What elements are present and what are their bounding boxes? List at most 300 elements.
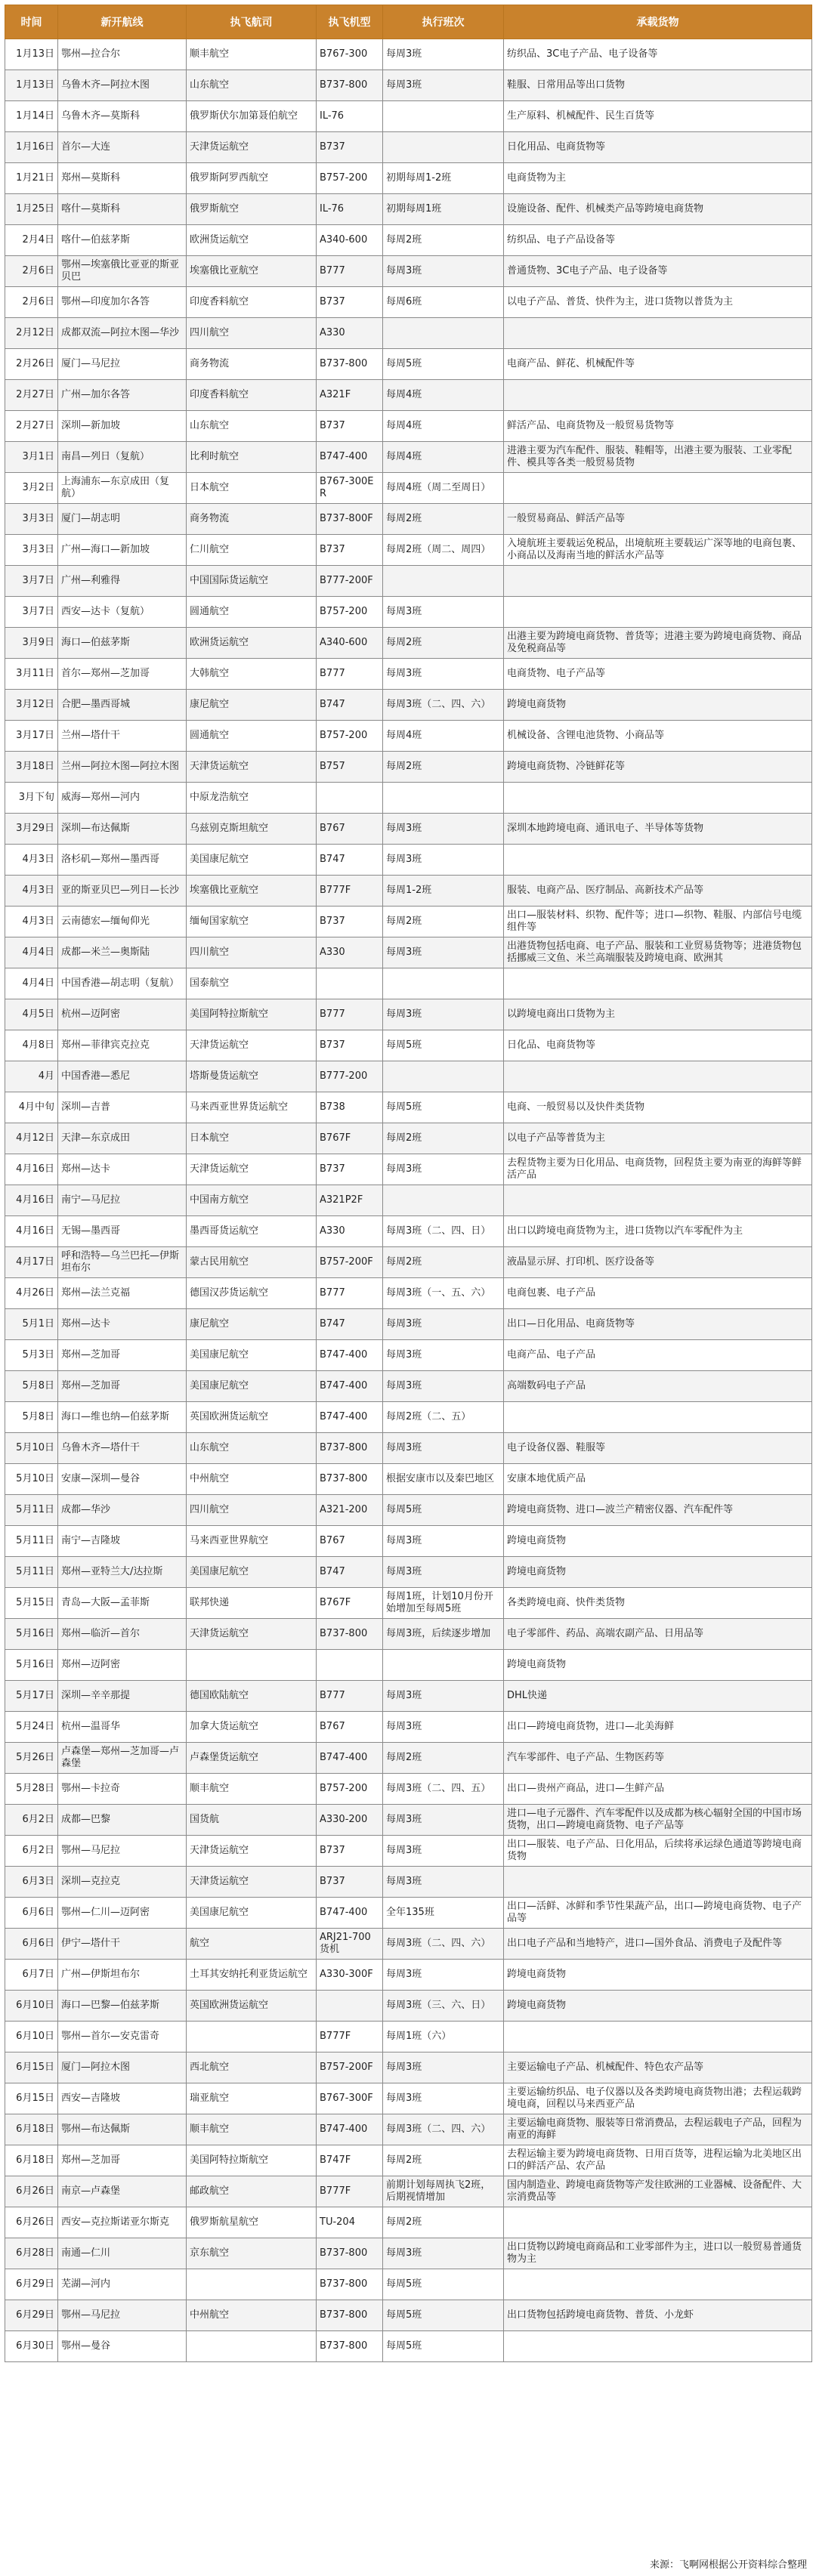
cell-date: 1月16日 [5, 132, 58, 163]
cell-date: 1月13日 [5, 39, 58, 70]
cell-aircraft [317, 968, 383, 999]
table-row [5, 2052, 812, 2083]
cell-aircraft: A330 [317, 937, 383, 968]
cell-airline: 欧洲货运航空 [187, 628, 317, 659]
cell-aircraft: B747-400 [317, 1898, 383, 1929]
cell-date: 3月7日 [5, 566, 58, 597]
cell-aircraft: B747-400 [317, 1402, 383, 1433]
cell-aircraft: B767 [317, 1526, 383, 1557]
cell-frequency: 每周2班 [383, 2145, 504, 2176]
cell-route: 广州—海口—新加坡 [58, 535, 187, 566]
cell-route: 鄂州—曼谷 [58, 2331, 187, 2362]
cell-route: 鄂州—印度加尔各答 [58, 287, 187, 318]
cell-frequency: 每周3班 [383, 1557, 504, 1588]
cell-airline: 日本航空 [187, 473, 317, 504]
cell-cargo [504, 2022, 812, 2052]
header-cargo: 承载货物 [504, 5, 812, 39]
cell-airline: 美国阿特拉斯航空 [187, 2145, 317, 2176]
header-row [5, 5, 812, 39]
table-row [5, 659, 812, 690]
table-row [5, 194, 812, 225]
table-row [5, 1154, 812, 1185]
cell-frequency: 每周2班（周二、周四） [383, 535, 504, 566]
cell-cargo: 生产原料、机械配件、民生百货等 [504, 101, 812, 132]
cell-aircraft: B767F [317, 1123, 383, 1154]
cell-cargo: 跨境电商货物 [504, 1991, 812, 2022]
cell-cargo: 机械设备、含锂电池货物、小商品等 [504, 721, 812, 752]
cell-frequency [383, 968, 504, 999]
cell-cargo: 出口—跨境电商货物，进口—北美海鲜 [504, 1712, 812, 1743]
cell-airline: 欧洲货运航空 [187, 225, 317, 256]
cell-airline: 美国康尼航空 [187, 845, 317, 876]
cell-route: 杭州—温哥华 [58, 1712, 187, 1743]
cell-airline: 英国欧洲货运航空 [187, 1402, 317, 1433]
cell-airline: 美国康尼航空 [187, 1898, 317, 1929]
table-row [5, 39, 812, 70]
cell-frequency: 初期每周1-2班 [383, 163, 504, 194]
cell-date: 6月3日 [5, 1867, 58, 1898]
cell-aircraft: A330-200 [317, 1805, 383, 1836]
table-row [5, 2083, 812, 2114]
cell-airline: 马来西亚世界航空 [187, 1526, 317, 1557]
cell-frequency: 每周3班 [383, 2052, 504, 2083]
cell-cargo: 电商货物、电子产品等 [504, 659, 812, 690]
cell-airline: 天津货运航空 [187, 1836, 317, 1867]
cell-date: 5月1日 [5, 1309, 58, 1340]
cell-airline: 康尼航空 [187, 1309, 317, 1340]
cell-airline: 天津货运航空 [187, 1867, 317, 1898]
cell-cargo: DHL快递 [504, 1681, 812, 1712]
cell-date: 3月2日 [5, 473, 58, 504]
table-header [5, 5, 812, 39]
cell-frequency: 每周2班 [383, 225, 504, 256]
cell-route: 成都—米兰—奥斯陆 [58, 937, 187, 968]
cell-airline: 瑞亚航空 [187, 2083, 317, 2114]
cell-frequency: 每周1-2班 [383, 876, 504, 907]
table-row [5, 535, 812, 566]
cell-date: 3月下旬 [5, 783, 58, 814]
cell-airline: 俄罗斯航星航空 [187, 2207, 317, 2238]
cell-frequency: 每周2班 [383, 752, 504, 783]
cell-date: 5月17日 [5, 1681, 58, 1712]
table-row [5, 2300, 812, 2331]
cell-frequency [383, 101, 504, 132]
cell-aircraft: TU-204 [317, 2207, 383, 2238]
cell-airline: 中州航空 [187, 1464, 317, 1495]
cell-frequency: 每周3班 [383, 256, 504, 287]
cell-airline: 土耳其安纳托利亚货运航空 [187, 1960, 317, 1991]
cell-airline: 中国国际货运航空 [187, 566, 317, 597]
cell-aircraft: ARJ21-700货机 [317, 1929, 383, 1960]
cell-route: 广州—利雅得 [58, 566, 187, 597]
cell-route: 南通—仁川 [58, 2238, 187, 2269]
cell-route: 郑州—芝加哥 [58, 1340, 187, 1371]
cell-route: 鄂州—卡拉奇 [58, 1774, 187, 1805]
cell-airline: 国泰航空 [187, 968, 317, 999]
cell-cargo [504, 473, 812, 504]
table-row [5, 132, 812, 163]
table-row [5, 999, 812, 1030]
cell-route: 喀什—莫斯科 [58, 194, 187, 225]
cell-frequency: 每周3班 [383, 1154, 504, 1185]
cell-frequency: 每周4班 [383, 380, 504, 411]
cell-cargo: 日化用品、电商货物等 [504, 132, 812, 163]
table-row [5, 2238, 812, 2269]
cell-airline [187, 2269, 317, 2300]
cell-aircraft: B747-400 [317, 442, 383, 473]
cell-frequency: 每周3班 [383, 39, 504, 70]
cell-date: 5月16日 [5, 1619, 58, 1650]
cell-cargo: 去程运输主要为跨境电商货物、日用百货等，进程运输为北美地区出口的鲜活产品、农产品 [504, 2145, 812, 2176]
table-row [5, 2331, 812, 2362]
cell-route: 南京—卢森堡 [58, 2176, 187, 2207]
cell-frequency: 每周3班 [383, 1836, 504, 1867]
cell-aircraft: B737-800 [317, 2300, 383, 2331]
cell-frequency: 每周3班（二、四、六） [383, 2114, 504, 2145]
cell-cargo: 出口—活鲜、冰鲜和季节性果蔬产品，出口—跨境电商货物、电子产品等 [504, 1898, 812, 1929]
cell-cargo: 电商产品、鲜花、机械配件等 [504, 349, 812, 380]
cell-cargo: 普通货物、3C电子产品、电子设备等 [504, 256, 812, 287]
cell-aircraft: B767 [317, 814, 383, 845]
cell-cargo [504, 1061, 812, 1092]
cell-date: 6月15日 [5, 2083, 58, 2114]
cell-aircraft: B737 [317, 1030, 383, 1061]
table-row [5, 504, 812, 535]
cell-route: 海口—维也纳—伯兹茅斯 [58, 1402, 187, 1433]
cell-date: 3月9日 [5, 628, 58, 659]
table-row [5, 2176, 812, 2207]
cell-aircraft: B737 [317, 1867, 383, 1898]
cell-frequency: 每周5班 [383, 1092, 504, 1123]
cell-route: 鄂州—埃塞俄比亚亚的斯亚贝巴 [58, 256, 187, 287]
cell-date: 2月6日 [5, 287, 58, 318]
cell-cargo: 汽车零部件、电子产品、生物医药等 [504, 1743, 812, 1774]
table-row [5, 1309, 812, 1340]
cell-aircraft: B767 [317, 1712, 383, 1743]
cell-route: 广州—伊斯坦布尔 [58, 1960, 187, 1991]
cell-date: 6月6日 [5, 1898, 58, 1929]
cell-frequency: 每周4班（周二至周日） [383, 473, 504, 504]
cell-airline: 西北航空 [187, 2052, 317, 2083]
cell-aircraft: B767-300F [317, 2083, 383, 2114]
cell-date: 4月 [5, 1061, 58, 1092]
cell-cargo: 出口货物以跨境电商商品和工业零部件为主，进口以一般贸易普通货物为主 [504, 2238, 812, 2269]
table-row [5, 1557, 812, 1588]
cell-airline: 马来西亚世界货运航空 [187, 1092, 317, 1123]
table-row [5, 473, 812, 504]
table-row [5, 1588, 812, 1619]
cell-aircraft: B757-200 [317, 721, 383, 752]
cell-aircraft: B777-200 [317, 1061, 383, 1092]
cell-route: 郑州—法兰克福 [58, 1278, 187, 1309]
cell-route: 海口—伯兹茅斯 [58, 628, 187, 659]
cell-route: 南宁—吉隆坡 [58, 1526, 187, 1557]
cell-route: 郑州—达卡 [58, 1154, 187, 1185]
cell-airline: 英国欧洲货运航空 [187, 1991, 317, 2022]
table-row [5, 1991, 812, 2022]
cell-route: 成都—巴黎 [58, 1805, 187, 1836]
cell-route: 西安—吉隆坡 [58, 2083, 187, 2114]
cell-date: 2月4日 [5, 225, 58, 256]
cell-cargo: 电商包裹、电子产品 [504, 1278, 812, 1309]
cell-date: 4月16日 [5, 1154, 58, 1185]
cell-route: 深圳—克拉克 [58, 1867, 187, 1898]
cell-airline: 印度香料航空 [187, 380, 317, 411]
cell-aircraft: B737 [317, 411, 383, 442]
cell-airline: 美国康尼航空 [187, 1340, 317, 1371]
cell-route: 鄂州—首尔—安克雷奇 [58, 2022, 187, 2052]
cell-cargo [504, 566, 812, 597]
cell-aircraft: B757 [317, 752, 383, 783]
table-row [5, 1371, 812, 1402]
cell-route: 鄂州—马尼拉 [58, 1836, 187, 1867]
cell-aircraft: B777 [317, 256, 383, 287]
cell-date: 6月2日 [5, 1836, 58, 1867]
cell-aircraft: B738 [317, 1092, 383, 1123]
table-row [5, 1030, 812, 1061]
cell-route: 郑州—亚特兰大/达拉斯 [58, 1557, 187, 1588]
cell-frequency: 每周2班 [383, 1247, 504, 1278]
cell-cargo [504, 380, 812, 411]
cell-frequency: 每周5班 [383, 1495, 504, 1526]
cell-date: 6月29日 [5, 2269, 58, 2300]
cell-cargo: 入境航班主要载运免税品，出境航班主要载运广深等地的电商包裹、小商品以及海南当地的鲜活水产品等 [504, 535, 812, 566]
cell-cargo: 电商货物为主 [504, 163, 812, 194]
cell-airline: 蒙古民用航空 [187, 1247, 317, 1278]
table-row [5, 1774, 812, 1805]
cell-frequency: 每周2班（二、五） [383, 1402, 504, 1433]
cell-cargo [504, 1402, 812, 1433]
table-row [5, 628, 812, 659]
cell-aircraft: A340-600 [317, 628, 383, 659]
cell-airline: 天津货运航空 [187, 1030, 317, 1061]
cell-airline: 塔斯曼货运航空 [187, 1061, 317, 1092]
cell-frequency: 每周3班，后续逐步增加 [383, 1619, 504, 1650]
cell-airline: 印度香料航空 [187, 287, 317, 318]
cell-airline: 德国欧陆航空 [187, 1681, 317, 1712]
cell-route: 南昌—列日（复航） [58, 442, 187, 473]
cell-airline: 美国康尼航空 [187, 1557, 317, 1588]
cell-cargo [504, 968, 812, 999]
cell-route: 中国香港—胡志明（复航） [58, 968, 187, 999]
table-row [5, 2269, 812, 2300]
cell-frequency: 每周3班 [383, 1309, 504, 1340]
cell-date: 2月27日 [5, 380, 58, 411]
cell-date: 3月18日 [5, 752, 58, 783]
cell-aircraft: B757-200F [317, 1247, 383, 1278]
table-row [5, 1216, 812, 1247]
cell-aircraft: A330-300F [317, 1960, 383, 1991]
table-row [5, 1805, 812, 1836]
cell-cargo: 液晶显示屏、打印机、医疗设备等 [504, 1247, 812, 1278]
cell-airline: 顺丰航空 [187, 2114, 317, 2145]
cell-date: 2月27日 [5, 411, 58, 442]
cell-route: 郑州—芝加哥 [58, 2145, 187, 2176]
cell-cargo: 服装、电商产品、医疗制品、高新技术产品等 [504, 876, 812, 907]
table-row [5, 411, 812, 442]
cell-frequency: 每周5班 [383, 2269, 504, 2300]
cell-frequency: 每周3班（二、四、六） [383, 1929, 504, 1960]
table-row [5, 1650, 812, 1681]
cell-aircraft: B777F [317, 2176, 383, 2207]
cell-airline: 天津货运航空 [187, 1619, 317, 1650]
cell-route: 西安—达卡（复航） [58, 597, 187, 628]
cell-frequency: 每周3班 [383, 1526, 504, 1557]
cell-airline: 埃塞俄比亚航空 [187, 256, 317, 287]
cell-date: 5月11日 [5, 1495, 58, 1526]
cell-date: 5月28日 [5, 1774, 58, 1805]
cell-airline: 天津货运航空 [187, 752, 317, 783]
cell-airline: 美国康尼航空 [187, 1371, 317, 1402]
cell-date: 2月6日 [5, 256, 58, 287]
cell-date: 4月8日 [5, 1030, 58, 1061]
cell-airline: 俄罗斯伏尔加第聂伯航空 [187, 101, 317, 132]
cell-date: 4月4日 [5, 937, 58, 968]
cell-date: 6月18日 [5, 2114, 58, 2145]
cell-frequency: 前期计划每周执飞2班，后期视情增加 [383, 2176, 504, 2207]
cell-frequency: 每周5班 [383, 2331, 504, 2362]
cell-aircraft: A321-200 [317, 1495, 383, 1526]
cell-frequency: 每周4班 [383, 721, 504, 752]
cell-airline: 山东航空 [187, 70, 317, 101]
cell-cargo: 以跨境电商出口货物为主 [504, 999, 812, 1030]
cell-frequency: 每周3班 [383, 597, 504, 628]
cell-cargo: 出港主要为跨境电商货物、普货等；进港主要为跨境电商货物、商品及免税商品等 [504, 628, 812, 659]
cell-date: 5月8日 [5, 1402, 58, 1433]
cell-aircraft [317, 783, 383, 814]
cell-aircraft: B737-800 [317, 2238, 383, 2269]
cell-cargo: 鞋服、日常用品等出口货物 [504, 70, 812, 101]
cell-cargo: 以电子产品、普货、快件为主，进口货物以普货为主 [504, 287, 812, 318]
cell-cargo: 纺织品、电子产品设备等 [504, 225, 812, 256]
table-row [5, 937, 812, 968]
cell-route: 鄂州—布达佩斯 [58, 2114, 187, 2145]
cell-route: 厦门—阿拉木图 [58, 2052, 187, 2083]
cell-route: 乌鲁木齐—阿拉木图 [58, 70, 187, 101]
source-note: 来源：飞啊网根据公开资料综合整理 [649, 2559, 807, 2571]
cell-frequency: 每周3班 [383, 814, 504, 845]
cell-cargo: 出口以跨境电商货物为主，进口货物以汽车零配件为主 [504, 1216, 812, 1247]
cell-aircraft: B747 [317, 845, 383, 876]
cell-aircraft: B737 [317, 535, 383, 566]
cell-cargo [504, 597, 812, 628]
header-airline: 执飞航司 [187, 5, 317, 39]
cell-aircraft: B777F [317, 876, 383, 907]
cell-airline: 仁川航空 [187, 535, 317, 566]
cell-aircraft: B737-800 [317, 1619, 383, 1650]
cell-cargo: 出口—服装材料、织物、配件等；进口—织物、鞋服、内部信号电缆组件等 [504, 907, 812, 937]
cell-airline: 日本航空 [187, 1123, 317, 1154]
cell-date: 6月28日 [5, 2238, 58, 2269]
cell-cargo [504, 1185, 812, 1216]
cell-cargo: 电商、一般贸易以及快件类货物 [504, 1092, 812, 1123]
cell-aircraft: B777 [317, 659, 383, 690]
cell-aircraft [317, 1991, 383, 2022]
cell-cargo: 出口—服装、电子产品、日化用品，后续将承运绿色通道等跨境电商货物 [504, 1836, 812, 1867]
cell-frequency: 每周3班 [383, 1433, 504, 1464]
cell-frequency: 每周2班 [383, 628, 504, 659]
cell-cargo: 去程货物主要为日化用品、电商货物，回程货主要为南亚的海鲜等鲜活产品 [504, 1154, 812, 1185]
table-body [5, 39, 812, 2362]
cell-route: 首尔—大连 [58, 132, 187, 163]
cell-cargo: 跨境电商货物、进口—波兰产精密仪器、汽车配件等 [504, 1495, 812, 1526]
cell-date: 3月29日 [5, 814, 58, 845]
cell-route: 芜湖—河内 [58, 2269, 187, 2300]
cell-date: 6月18日 [5, 2145, 58, 2176]
cell-route: 呼和浩特—乌兰巴托—伊斯坦布尔 [58, 1247, 187, 1278]
cell-aircraft: B767F [317, 1588, 383, 1619]
table-row [5, 783, 812, 814]
cell-date: 3月1日 [5, 442, 58, 473]
cell-airline [187, 2331, 317, 2362]
cell-frequency: 每周3班 [383, 1867, 504, 1898]
cell-airline: 中州航空 [187, 2300, 317, 2331]
cell-aircraft: B737-800F [317, 504, 383, 535]
cell-cargo: 跨境电商货物 [504, 1526, 812, 1557]
cell-cargo [504, 845, 812, 876]
table-row [5, 1929, 812, 1960]
cell-airline: 顺丰航空 [187, 39, 317, 70]
cell-frequency: 每周3班（二、四、日） [383, 1216, 504, 1247]
cell-aircraft: B747F [317, 2145, 383, 2176]
cell-date: 4月3日 [5, 845, 58, 876]
cell-route: 西安—克拉斯诺亚尔斯克 [58, 2207, 187, 2238]
cell-aircraft: B737-800 [317, 70, 383, 101]
cell-cargo: 跨境电商货物 [504, 690, 812, 721]
cell-route: 深圳—新加坡 [58, 411, 187, 442]
cell-airline: 圆通航空 [187, 721, 317, 752]
cell-airline: 商务物流 [187, 504, 317, 535]
cell-frequency: 每周3班 [383, 70, 504, 101]
cell-cargo [504, 318, 812, 349]
cell-frequency: 每周2班 [383, 907, 504, 937]
cell-frequency: 每周3班 [383, 2083, 504, 2114]
cell-cargo: 日化品、电商货物等 [504, 1030, 812, 1061]
cell-route: 伊宁—塔什干 [58, 1929, 187, 1960]
cell-date: 4月4日 [5, 968, 58, 999]
cell-frequency [383, 132, 504, 163]
cell-aircraft: B777 [317, 999, 383, 1030]
cell-airline: 山东航空 [187, 411, 317, 442]
cell-aircraft: B747-400 [317, 1743, 383, 1774]
table-row [5, 1495, 812, 1526]
cell-route: 厦门—马尼拉 [58, 349, 187, 380]
cell-frequency: 每周1班（六） [383, 2022, 504, 2052]
cell-route: 杭州—迈阿密 [58, 999, 187, 1030]
cell-route: 南宁—马尼拉 [58, 1185, 187, 1216]
cell-aircraft: A321P2F [317, 1185, 383, 1216]
cell-aircraft: B737-800 [317, 1433, 383, 1464]
cell-date: 6月26日 [5, 2207, 58, 2238]
cell-date: 5月11日 [5, 1557, 58, 1588]
cell-frequency [383, 1650, 504, 1681]
cell-route: 厦门—胡志明 [58, 504, 187, 535]
table-row [5, 1092, 812, 1123]
table-row [5, 2022, 812, 2052]
cell-route: 郑州—达卡 [58, 1309, 187, 1340]
cell-date: 3月11日 [5, 659, 58, 690]
cell-airline: 四川航空 [187, 318, 317, 349]
table-row [5, 1061, 812, 1092]
cell-date: 6月30日 [5, 2331, 58, 2362]
table-row [5, 690, 812, 721]
cell-airline: 墨西哥货运航空 [187, 1216, 317, 1247]
cell-airline: 俄罗斯阿罗西航空 [187, 163, 317, 194]
cell-aircraft: B747 [317, 1557, 383, 1588]
table-row [5, 318, 812, 349]
cell-date: 4月5日 [5, 999, 58, 1030]
table-row [5, 1402, 812, 1433]
